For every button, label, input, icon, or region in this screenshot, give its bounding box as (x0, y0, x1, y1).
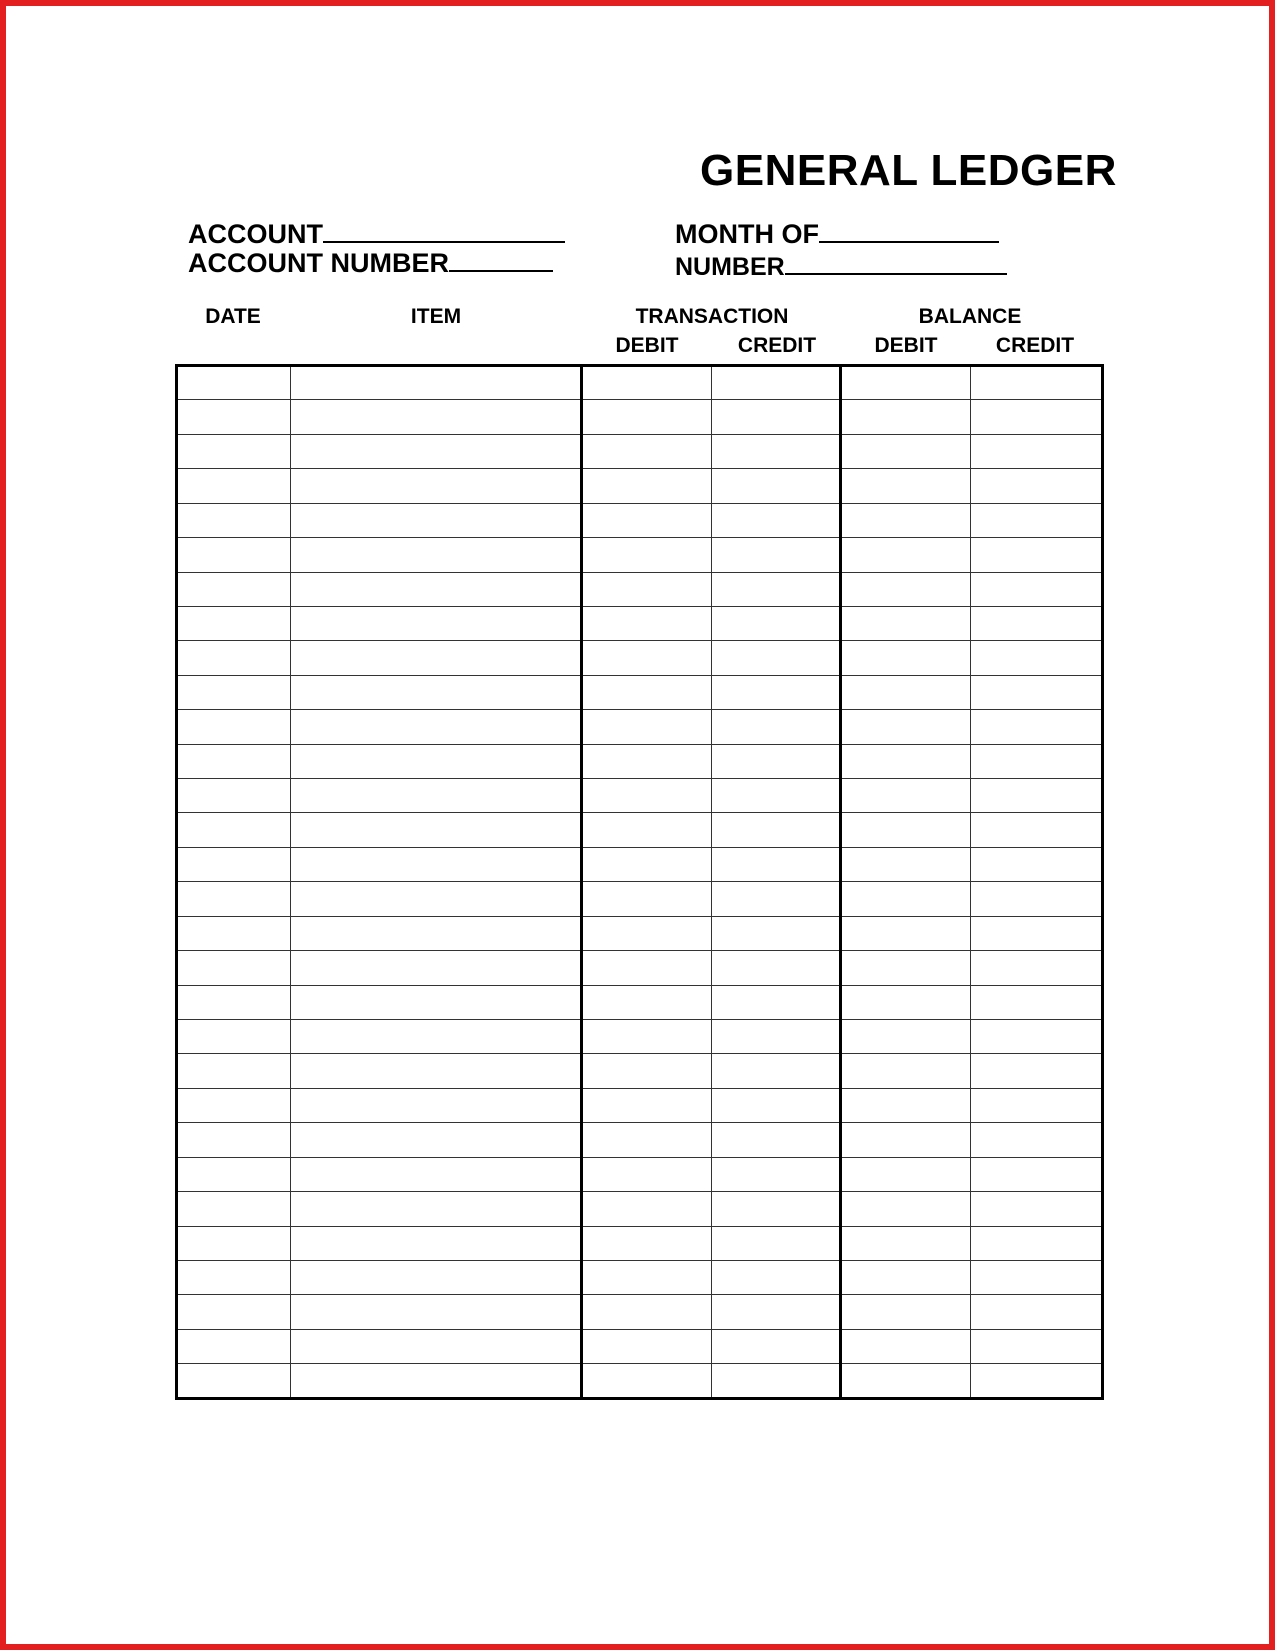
transaction-debit-cell[interactable] (582, 434, 712, 468)
number-blank-line[interactable] (785, 251, 1007, 275)
balance-debit-cell[interactable] (841, 503, 971, 537)
date-cell[interactable] (177, 1226, 291, 1260)
transaction-credit-cell[interactable] (712, 538, 841, 572)
ledger-row (177, 779, 1103, 813)
ledger-body (177, 366, 1103, 1399)
balance-credit-cell[interactable] (971, 366, 1103, 400)
date-cell[interactable] (177, 882, 291, 916)
account-blank-line[interactable] (323, 219, 565, 243)
transaction-credit-cell[interactable] (712, 469, 841, 503)
balance-debit-cell[interactable] (841, 606, 971, 640)
item-cell[interactable] (291, 951, 582, 985)
ledger-row (177, 503, 1103, 537)
balance-credit-cell[interactable] (971, 1088, 1103, 1122)
date-cell[interactable] (177, 1123, 291, 1157)
balance-debit-cell[interactable] (841, 538, 971, 572)
transaction-debit-cell[interactable] (582, 366, 712, 400)
ledger-row (177, 882, 1103, 916)
item-cell[interactable] (291, 675, 582, 709)
date-cell[interactable] (177, 710, 291, 744)
transaction-credit-cell[interactable] (712, 572, 841, 606)
month-of-field[interactable] (675, 219, 999, 250)
date-cell[interactable] (177, 813, 291, 847)
transaction-credit-cell[interactable] (712, 503, 841, 537)
item-cell[interactable] (291, 916, 582, 950)
item-cell[interactable] (291, 779, 582, 813)
transaction-credit-cell[interactable] (712, 985, 841, 1019)
item-cell[interactable] (291, 503, 582, 537)
transaction-debit-cell[interactable] (582, 985, 712, 1019)
ledger-row (177, 1054, 1103, 1088)
ledger-row (177, 1020, 1103, 1054)
ledger-row (177, 1364, 1103, 1399)
balance-credit-cell[interactable] (971, 985, 1103, 1019)
balance-credit-cell[interactable] (971, 710, 1103, 744)
transaction-debit-cell[interactable] (582, 503, 712, 537)
item-cell[interactable] (291, 710, 582, 744)
transaction-debit-cell[interactable] (582, 1020, 712, 1054)
transaction-debit-cell[interactable] (582, 1054, 712, 1088)
ledger-row (177, 710, 1103, 744)
balance-debit-cell[interactable] (841, 1329, 971, 1363)
header-item: ITEM (410, 305, 462, 328)
header-date: DATE (205, 305, 261, 328)
ledger-row (177, 1157, 1103, 1191)
date-cell[interactable] (177, 469, 291, 503)
balance-debit-cell[interactable] (841, 916, 971, 950)
date-cell[interactable] (177, 675, 291, 709)
transaction-debit-cell[interactable] (582, 538, 712, 572)
balance-debit-cell[interactable] (841, 1088, 971, 1122)
transaction-debit-cell[interactable] (582, 606, 712, 640)
transaction-credit-cell[interactable] (712, 641, 841, 675)
header-transaction-debit: DEBIT (615, 334, 679, 357)
header-balance-credit: CREDIT (995, 334, 1075, 357)
date-cell[interactable] (177, 503, 291, 537)
balance-debit-cell[interactable] (841, 779, 971, 813)
date-cell[interactable] (177, 366, 291, 400)
balance-debit-cell[interactable] (841, 710, 971, 744)
date-cell[interactable] (177, 916, 291, 950)
account-number-field[interactable] (188, 248, 553, 279)
item-cell[interactable] (291, 882, 582, 916)
transaction-debit-cell[interactable] (582, 469, 712, 503)
ledger-table (175, 364, 1104, 1400)
transaction-debit-cell[interactable] (582, 813, 712, 847)
balance-credit-cell[interactable] (971, 779, 1103, 813)
item-cell[interactable] (291, 744, 582, 778)
transaction-credit-cell[interactable] (712, 400, 841, 434)
item-cell[interactable] (291, 1020, 582, 1054)
transaction-debit-cell[interactable] (582, 1088, 712, 1122)
ledger-row (177, 916, 1103, 950)
balance-debit-cell[interactable] (841, 675, 971, 709)
transaction-credit-cell[interactable] (712, 710, 841, 744)
balance-credit-cell[interactable] (971, 1226, 1103, 1260)
date-cell[interactable] (177, 951, 291, 985)
transaction-debit-cell[interactable] (582, 710, 712, 744)
balance-debit-cell[interactable] (841, 1054, 971, 1088)
ledger-row (177, 641, 1103, 675)
item-cell[interactable] (291, 847, 582, 881)
ledger-row (177, 606, 1103, 640)
transaction-debit-cell[interactable] (582, 951, 712, 985)
balance-debit-cell[interactable] (841, 1260, 971, 1294)
balance-credit-cell[interactable] (971, 434, 1103, 468)
ledger-row (177, 847, 1103, 881)
item-cell[interactable] (291, 1260, 582, 1294)
transaction-credit-cell[interactable] (712, 813, 841, 847)
ledger-row (177, 1329, 1103, 1363)
ledger-row (177, 434, 1103, 468)
item-cell[interactable] (291, 434, 582, 468)
balance-debit-cell[interactable] (841, 1364, 971, 1399)
date-cell[interactable] (177, 779, 291, 813)
transaction-debit-cell[interactable] (582, 1192, 712, 1226)
ledger-row (177, 675, 1103, 709)
account-label: ACCOUNT (188, 219, 323, 249)
balance-credit-cell[interactable] (971, 1020, 1103, 1054)
date-cell[interactable] (177, 538, 291, 572)
transaction-credit-cell[interactable] (712, 951, 841, 985)
date-cell[interactable] (177, 434, 291, 468)
transaction-credit-cell[interactable] (712, 366, 841, 400)
item-cell[interactable] (291, 538, 582, 572)
month-of-label: MONTH OF (675, 219, 819, 249)
transaction-debit-cell[interactable] (582, 1123, 712, 1157)
item-cell[interactable] (291, 1295, 582, 1329)
item-cell[interactable] (291, 469, 582, 503)
item-cell[interactable] (291, 1329, 582, 1363)
date-cell[interactable] (177, 1054, 291, 1088)
date-cell[interactable] (177, 572, 291, 606)
balance-credit-cell[interactable] (971, 503, 1103, 537)
date-cell[interactable] (177, 1260, 291, 1294)
item-cell[interactable] (291, 572, 582, 606)
balance-credit-cell[interactable] (971, 538, 1103, 572)
transaction-debit-cell[interactable] (582, 1157, 712, 1191)
transaction-credit-cell[interactable] (712, 1364, 841, 1399)
balance-debit-cell[interactable] (841, 1192, 971, 1226)
balance-credit-cell[interactable] (971, 951, 1103, 985)
date-cell[interactable] (177, 847, 291, 881)
transaction-debit-cell[interactable] (582, 1329, 712, 1363)
ledger-row (177, 744, 1103, 778)
item-cell[interactable] (291, 1192, 582, 1226)
balance-credit-cell[interactable] (971, 882, 1103, 916)
ledger-row (177, 400, 1103, 434)
transaction-debit-cell[interactable] (582, 675, 712, 709)
transaction-credit-cell[interactable] (712, 1226, 841, 1260)
transaction-credit-cell[interactable] (712, 882, 841, 916)
balance-credit-cell[interactable] (971, 1364, 1103, 1399)
transaction-debit-cell[interactable] (582, 882, 712, 916)
item-cell[interactable] (291, 641, 582, 675)
item-cell[interactable] (291, 1157, 582, 1191)
balance-credit-cell[interactable] (971, 1192, 1103, 1226)
balance-credit-cell[interactable] (971, 400, 1103, 434)
transaction-debit-cell[interactable] (582, 400, 712, 434)
transaction-debit-cell[interactable] (582, 572, 712, 606)
ledger-row (177, 1088, 1103, 1122)
transaction-credit-cell[interactable] (712, 1123, 841, 1157)
balance-credit-cell[interactable] (971, 744, 1103, 778)
header-balance-debit: DEBIT (874, 334, 938, 357)
balance-debit-cell[interactable] (841, 1020, 971, 1054)
balance-debit-cell[interactable] (841, 572, 971, 606)
item-cell[interactable] (291, 606, 582, 640)
balance-debit-cell[interactable] (841, 1295, 971, 1329)
transaction-credit-cell[interactable] (712, 1088, 841, 1122)
transaction-credit-cell[interactable] (712, 434, 841, 468)
date-cell[interactable] (177, 1088, 291, 1122)
ledger-row (177, 469, 1103, 503)
transaction-credit-cell[interactable] (712, 779, 841, 813)
transaction-debit-cell[interactable] (582, 641, 712, 675)
ledger-row (177, 538, 1103, 572)
item-cell[interactable] (291, 400, 582, 434)
transaction-credit-cell[interactable] (712, 675, 841, 709)
transaction-credit-cell[interactable] (712, 847, 841, 881)
transaction-credit-cell[interactable] (712, 744, 841, 778)
page-title: GENERAL LEDGER (700, 146, 1117, 195)
balance-credit-cell[interactable] (971, 606, 1103, 640)
header-transaction: TRANSACTION (635, 305, 789, 328)
balance-credit-cell[interactable] (971, 675, 1103, 709)
date-cell[interactable] (177, 1192, 291, 1226)
balance-credit-cell[interactable] (971, 813, 1103, 847)
balance-debit-cell[interactable] (841, 847, 971, 881)
balance-debit-cell[interactable] (841, 434, 971, 468)
transaction-debit-cell[interactable] (582, 744, 712, 778)
ledger-row (177, 1192, 1103, 1226)
item-cell[interactable] (291, 985, 582, 1019)
balance-credit-cell[interactable] (971, 1157, 1103, 1191)
account-field[interactable] (188, 219, 565, 250)
transaction-credit-cell[interactable] (712, 916, 841, 950)
transaction-debit-cell[interactable] (582, 1364, 712, 1399)
ledger-row (177, 1295, 1103, 1329)
balance-debit-cell[interactable] (841, 1123, 971, 1157)
transaction-credit-cell[interactable] (712, 1260, 841, 1294)
date-cell[interactable] (177, 985, 291, 1019)
balance-debit-cell[interactable] (841, 469, 971, 503)
date-cell[interactable] (177, 1157, 291, 1191)
balance-debit-cell[interactable] (841, 951, 971, 985)
item-cell[interactable] (291, 1054, 582, 1088)
balance-debit-cell[interactable] (841, 985, 971, 1019)
item-cell[interactable] (291, 813, 582, 847)
transaction-credit-cell[interactable] (712, 1157, 841, 1191)
transaction-credit-cell[interactable] (712, 1192, 841, 1226)
transaction-credit-cell[interactable] (712, 1329, 841, 1363)
transaction-debit-cell[interactable] (582, 1226, 712, 1260)
date-cell[interactable] (177, 1020, 291, 1054)
number-field[interactable] (675, 251, 1007, 282)
transaction-debit-cell[interactable] (582, 847, 712, 881)
date-cell[interactable] (177, 400, 291, 434)
balance-credit-cell[interactable] (971, 1054, 1103, 1088)
balance-debit-cell[interactable] (841, 400, 971, 434)
transaction-credit-cell[interactable] (712, 606, 841, 640)
ledger-row (177, 366, 1103, 400)
balance-debit-cell[interactable] (841, 1157, 971, 1191)
ledger-row (177, 813, 1103, 847)
date-cell[interactable] (177, 1329, 291, 1363)
date-cell[interactable] (177, 744, 291, 778)
balance-credit-cell[interactable] (971, 1295, 1103, 1329)
date-cell[interactable] (177, 1364, 291, 1399)
balance-credit-cell[interactable] (971, 469, 1103, 503)
item-cell[interactable] (291, 1123, 582, 1157)
header-balance: BALANCE (918, 305, 1022, 328)
balance-credit-cell[interactable] (971, 847, 1103, 881)
month-of-blank-line[interactable] (819, 219, 999, 243)
transaction-credit-cell[interactable] (712, 1054, 841, 1088)
transaction-debit-cell[interactable] (582, 916, 712, 950)
ledger-row (177, 951, 1103, 985)
balance-credit-cell[interactable] (971, 1260, 1103, 1294)
number-label: NUMBER (675, 253, 785, 281)
date-cell[interactable] (177, 606, 291, 640)
account-number-label: ACCOUNT NUMBER (188, 248, 449, 278)
transaction-credit-cell[interactable] (712, 1020, 841, 1054)
ledger-row (177, 985, 1103, 1019)
ledger-row (177, 572, 1103, 606)
date-cell[interactable] (177, 641, 291, 675)
transaction-debit-cell[interactable] (582, 779, 712, 813)
ledger-row (177, 1260, 1103, 1294)
balance-credit-cell[interactable] (971, 1123, 1103, 1157)
transaction-debit-cell[interactable] (582, 1295, 712, 1329)
balance-debit-cell[interactable] (841, 366, 971, 400)
balance-credit-cell[interactable] (971, 641, 1103, 675)
header-transaction-credit: CREDIT (737, 334, 817, 357)
item-cell[interactable] (291, 1088, 582, 1122)
ledger-row (177, 1123, 1103, 1157)
item-cell[interactable] (291, 1226, 582, 1260)
balance-credit-cell[interactable] (971, 572, 1103, 606)
balance-debit-cell[interactable] (841, 882, 971, 916)
transaction-debit-cell[interactable] (582, 1260, 712, 1294)
balance-credit-cell[interactable] (971, 916, 1103, 950)
balance-debit-cell[interactable] (841, 744, 971, 778)
balance-debit-cell[interactable] (841, 1226, 971, 1260)
balance-debit-cell[interactable] (841, 813, 971, 847)
date-cell[interactable] (177, 1295, 291, 1329)
balance-credit-cell[interactable] (971, 1329, 1103, 1363)
balance-debit-cell[interactable] (841, 641, 971, 675)
item-cell[interactable] (291, 366, 582, 400)
item-cell[interactable] (291, 1364, 582, 1399)
transaction-credit-cell[interactable] (712, 1295, 841, 1329)
account-number-blank-line[interactable] (449, 248, 553, 272)
ledger-row (177, 1226, 1103, 1260)
